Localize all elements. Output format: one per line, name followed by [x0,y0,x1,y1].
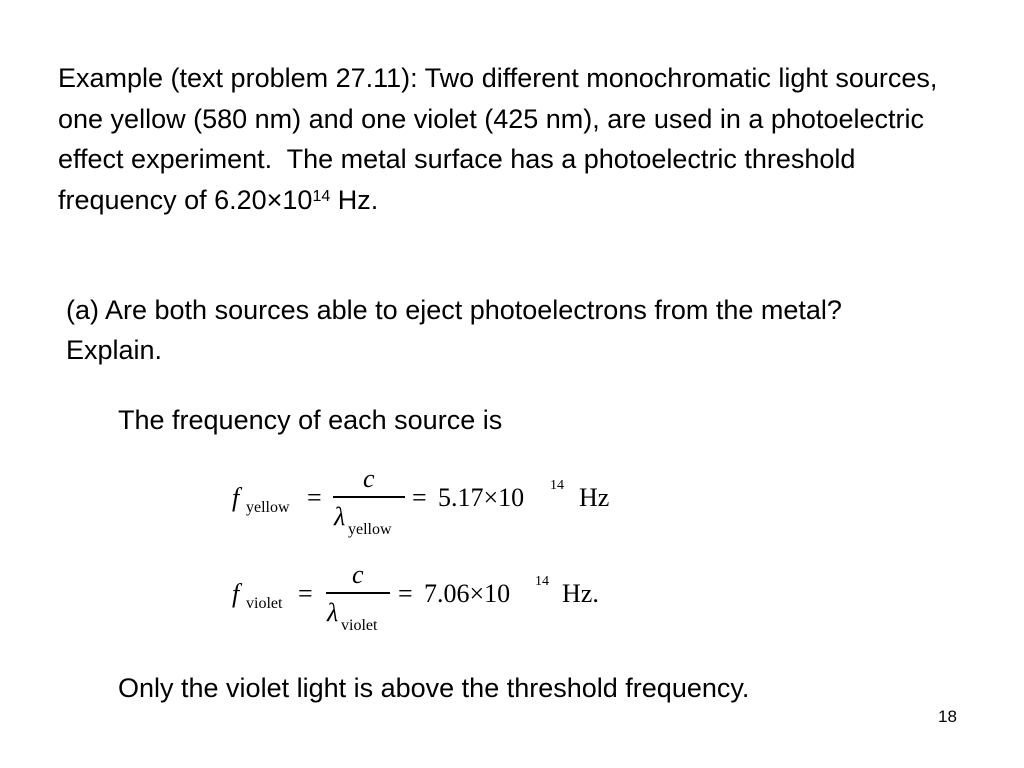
equation-violet [230,562,630,642]
equation-violet-f: f [232,579,240,608]
equation-yellow-equals-1: = [307,483,322,512]
equation-yellow-lambda: λ [334,502,346,531]
equation-violet-equals-2: = [398,579,413,608]
frequency-lead-in: The frequency of each source is [118,405,503,435]
equation-violet-lambda: λ [327,598,339,627]
equation-violet-numerator: c [352,560,364,589]
equation-violet-equals-1: = [298,579,313,608]
problem-statement [58,58,978,220]
equation-yellow-unit: Hz [579,483,610,512]
equation-yellow-exponent: 14 [550,478,564,493]
equation-yellow-f-subscript: yellow [246,499,290,516]
equation-yellow-equals-2: = [412,483,427,512]
equation-violet-f-subscript: violet [246,595,283,612]
slide-number: 18 [938,707,957,726]
equation-yellow-fraction-bar [333,496,405,498]
equation-yellow-value: 5.17×10 [438,483,525,512]
equation-violet-value: 7.06×10 [424,579,511,608]
equation-violet-fraction-bar [326,592,390,594]
equation-yellow [230,466,630,546]
threshold-exponent: 14 [312,187,331,205]
problem-text: Example (text problem 27.11): Two different monochromatic light sources, one yellow (580 nm) and one violet (425 nm), are used in a photoelectric effect experiment. The metal surface has a photoelectric threshold frequency of 6.20×10 [58,63,938,215]
equation-violet-unit: Hz. [562,579,599,608]
equation-violet-lambda-subscript: violet [341,617,378,634]
equation-yellow-lambda-subscript: yellow [348,521,392,538]
equation-yellow-numerator: c [363,464,375,493]
problem-text-end: Hz. [330,184,379,215]
question-a: (a) Are both sources able to eject photoelectrons from the metal? Explain. [66,295,850,365]
conclusion: Only the violet light is above the threshold frequency. [118,673,750,703]
equation-yellow-f: f [232,483,240,512]
equation-violet-exponent: 14 [535,574,549,589]
